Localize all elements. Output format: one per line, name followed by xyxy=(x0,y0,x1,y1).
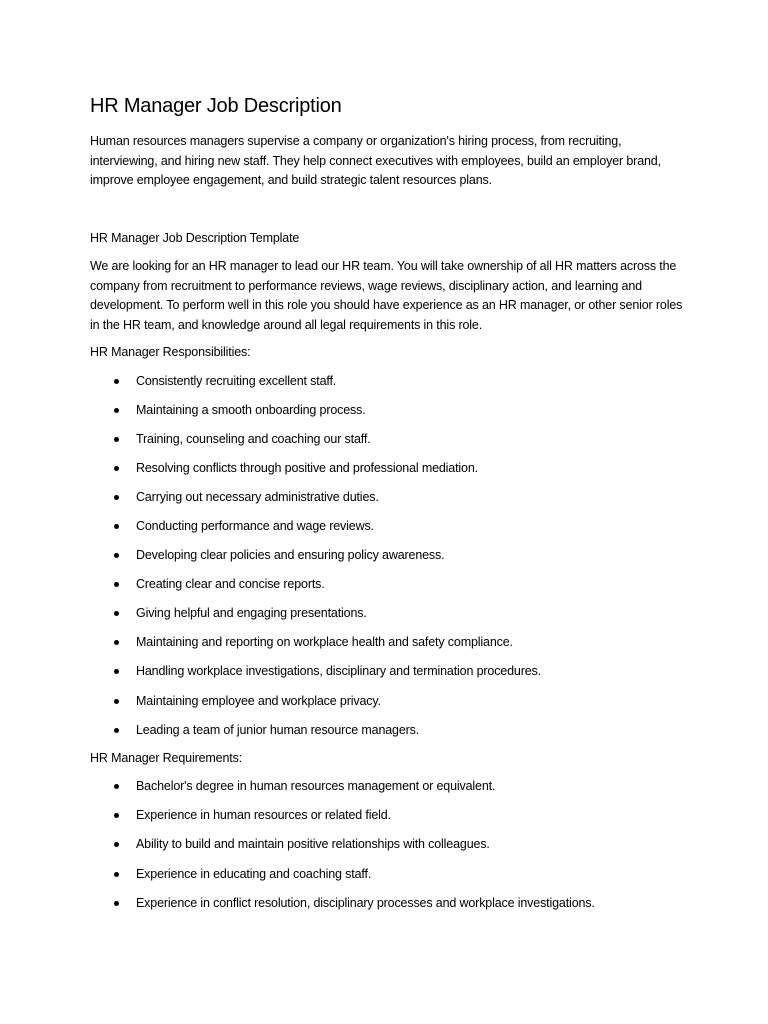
bullet-icon xyxy=(114,437,119,442)
list-item xyxy=(90,401,690,421)
bullet-icon xyxy=(114,699,119,704)
list-item-text: Developing clear policies and ensuring policy awareness. xyxy=(136,548,445,563)
list-item-text: Maintaining and reporting on workplace health and safety compliance. xyxy=(136,635,513,650)
list-item xyxy=(90,721,690,741)
list-item xyxy=(90,865,690,885)
list-item xyxy=(90,546,690,566)
bullet-icon xyxy=(114,495,119,500)
list-item xyxy=(90,517,690,537)
template-paragraph: We are looking for an HR manager to lead our HR team. You will take ownership of all HR matters across the company from recruitment to performance reviews, wage reviews, disciplinary action, and learning and development. To perform well in this role you should have experience as an HR manager, or other senior roles in the HR team, and knowledge around all legal requirements in this role. xyxy=(90,259,683,332)
bullet-icon xyxy=(114,640,119,645)
list-item-text: Giving helpful and engaging presentations. xyxy=(136,606,367,621)
list-item xyxy=(90,894,690,914)
list-item xyxy=(90,459,690,479)
list-item xyxy=(90,430,690,450)
list-item-text: Experience in human resources or related field. xyxy=(136,808,391,823)
bullet-icon xyxy=(114,553,119,558)
responsibilities-list xyxy=(90,372,690,741)
bullet-icon xyxy=(114,582,119,587)
list-item-text: Experience in conflict resolution, disciplinary processes and workplace investigations. xyxy=(136,895,595,910)
bullet-icon xyxy=(114,379,119,384)
list-item xyxy=(90,806,690,826)
bullet-icon xyxy=(114,466,119,471)
list-item-text: Consistently recruiting excellent staff. xyxy=(136,373,337,388)
bullet-icon xyxy=(114,872,119,877)
list-item-text: Conducting performance and wage reviews. xyxy=(136,518,374,533)
bullet-icon xyxy=(114,728,119,733)
list-item xyxy=(90,777,690,797)
list-item-text: Experience in educating and coaching staff. xyxy=(136,866,372,881)
bullet-icon xyxy=(114,669,119,674)
list-item-text: Creating clear and concise reports. xyxy=(136,577,325,592)
list-item-text: Resolving conflicts through positive and professional mediation. xyxy=(136,460,478,475)
list-item xyxy=(90,662,690,682)
list-item xyxy=(90,575,690,595)
document-page xyxy=(90,92,690,923)
requirements-list xyxy=(90,777,690,913)
document-title: HR Manager Job Description xyxy=(90,95,342,117)
bullet-icon xyxy=(114,901,119,906)
list-item-text: Handling workplace investigations, disciplinary and termination procedures. xyxy=(136,664,541,679)
list-item xyxy=(90,604,690,624)
bullet-icon xyxy=(114,524,119,529)
list-item xyxy=(90,488,690,508)
list-item-text: Ability to build and maintain positive relationships with colleagues. xyxy=(136,837,490,852)
list-item-text: Maintaining employee and workplace privacy. xyxy=(136,693,381,708)
requirements-heading: HR Manager Requirements: xyxy=(90,750,243,765)
responsibilities-heading: HR Manager Responsibilities: xyxy=(90,345,251,359)
list-item-text: Bachelor's degree in human resources management or equivalent. xyxy=(136,779,496,794)
bullet-icon xyxy=(114,408,119,413)
list-item xyxy=(90,372,690,392)
template-heading: HR Manager Job Description Template xyxy=(90,230,300,245)
list-item xyxy=(90,633,690,653)
list-item-text: Maintaining a smooth onboarding process. xyxy=(136,402,366,417)
list-item xyxy=(90,835,690,855)
list-item-text: Leading a team of junior human resource managers. xyxy=(136,722,420,737)
bullet-icon xyxy=(114,784,119,789)
intro-paragraph: Human resources managers supervise a company or organization's hiring process, from recruiting, interviewing, and hiring new staff. They help connect executives with employees, build an employer brand, improve employee engagement, and build strategic talent resources plans. xyxy=(90,134,661,187)
bullet-icon xyxy=(114,611,119,616)
bullet-icon xyxy=(114,842,119,847)
bullet-icon xyxy=(114,813,119,818)
list-item xyxy=(90,692,690,712)
list-item-text: Carrying out necessary administrative duties. xyxy=(136,489,379,504)
list-item-text: Training, counseling and coaching our staff. xyxy=(136,431,371,446)
